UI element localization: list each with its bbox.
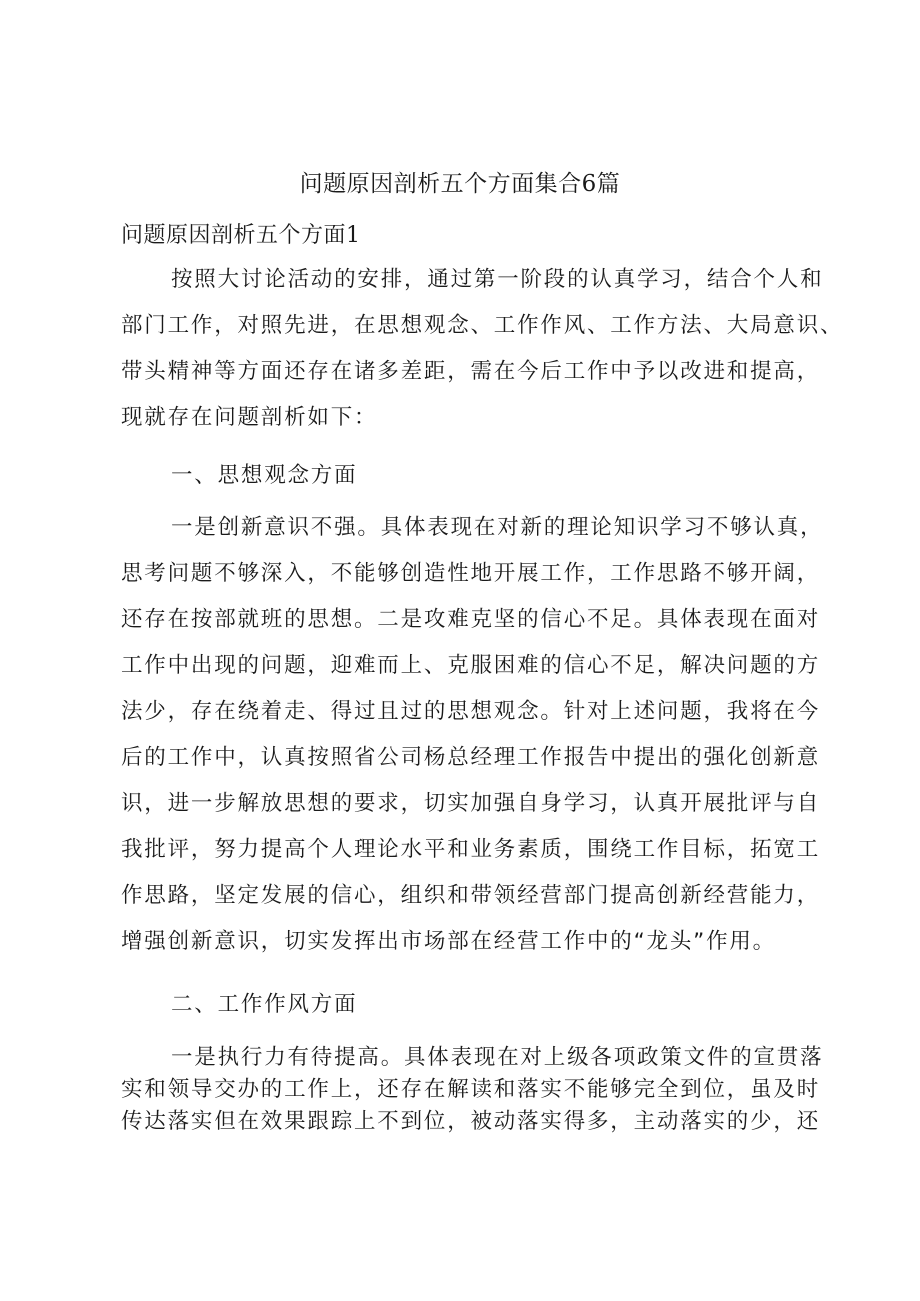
paragraph-thought-concept <box>121 505 824 965</box>
paragraph-line: 增强创新意识，切实发挥出市场部在经营工作中的“龙头”作用。 <box>121 929 776 954</box>
paragraph-line: 实和领导交办的工作上，还存在解读和落实不能够完全到位，虽及时 <box>121 1077 821 1102</box>
paragraph-line: 后的工作中，认真按照省公司杨总经理工作报告中提出的强化创新意 <box>121 745 821 770</box>
document-title: 问题原因剖析五个方面集合6篇 <box>299 171 621 197</box>
paragraph-line: 按照大讨论活动的安排，通过第一阶段的认真学习，结合个人和 <box>171 267 824 292</box>
heading-work-style <box>121 982 821 1028</box>
heading-thought-concept <box>121 453 821 499</box>
paragraph-line: 传达落实但在效果跟踪上不到位，被动落实得多，主动落实的少，还 <box>121 1109 821 1134</box>
paragraph-line: 现就存在问题剖析如下： <box>121 405 378 430</box>
paragraph-line: 一是创新意识不强。具体表现在对新的理论知识学习不够认真， <box>171 515 824 540</box>
section-title: 问题原因剖析五个方面1 <box>121 223 361 248</box>
paragraph-work-style <box>121 1042 824 1138</box>
paragraph-line: 作思路，坚定发展的信心，组织和带领经营部门提高创新经营能力， <box>121 883 821 908</box>
paragraph-line: 一是执行力有待提高。具体表现在对上级各项政策文件的宣贯落 <box>171 1045 824 1070</box>
paragraph-line: 部门工作，对照先进，在思想观念、工作作风、工作方法、大局意识、 <box>121 313 844 338</box>
paragraph-line: 工作中出现的问题，迎难而上、克服困难的信心不足，解决问题的方 <box>121 653 821 678</box>
paragraph-line: 法少，存在绕着走、得过且过的思想观念。针对上述问题，我将在今 <box>121 699 821 724</box>
paragraph-line: 还存在按部就班的思想。二是攻难克坚的信心不足。具体表现在面对 <box>121 607 821 632</box>
intro-paragraph <box>121 257 844 441</box>
paragraph-line: 带头精神等方面还存在诸多差距，需在今后工作中予以改进和提高， <box>121 359 821 384</box>
section-heading: 二、工作作风方面 <box>171 992 358 1017</box>
paragraph-line: 识，进一步解放思想的要求，切实加强自身学习，认真开展批评与自 <box>121 791 821 816</box>
paragraph-line: 思考问题不够深入，不能够创造性地开展工作，工作思路不够开阔， <box>121 561 821 586</box>
section-heading: 一、思想观念方面 <box>171 463 358 488</box>
paragraph-line: 我批评，努力提高个人理论水平和业务素质，围绕工作目标，拓宽工 <box>121 837 821 862</box>
